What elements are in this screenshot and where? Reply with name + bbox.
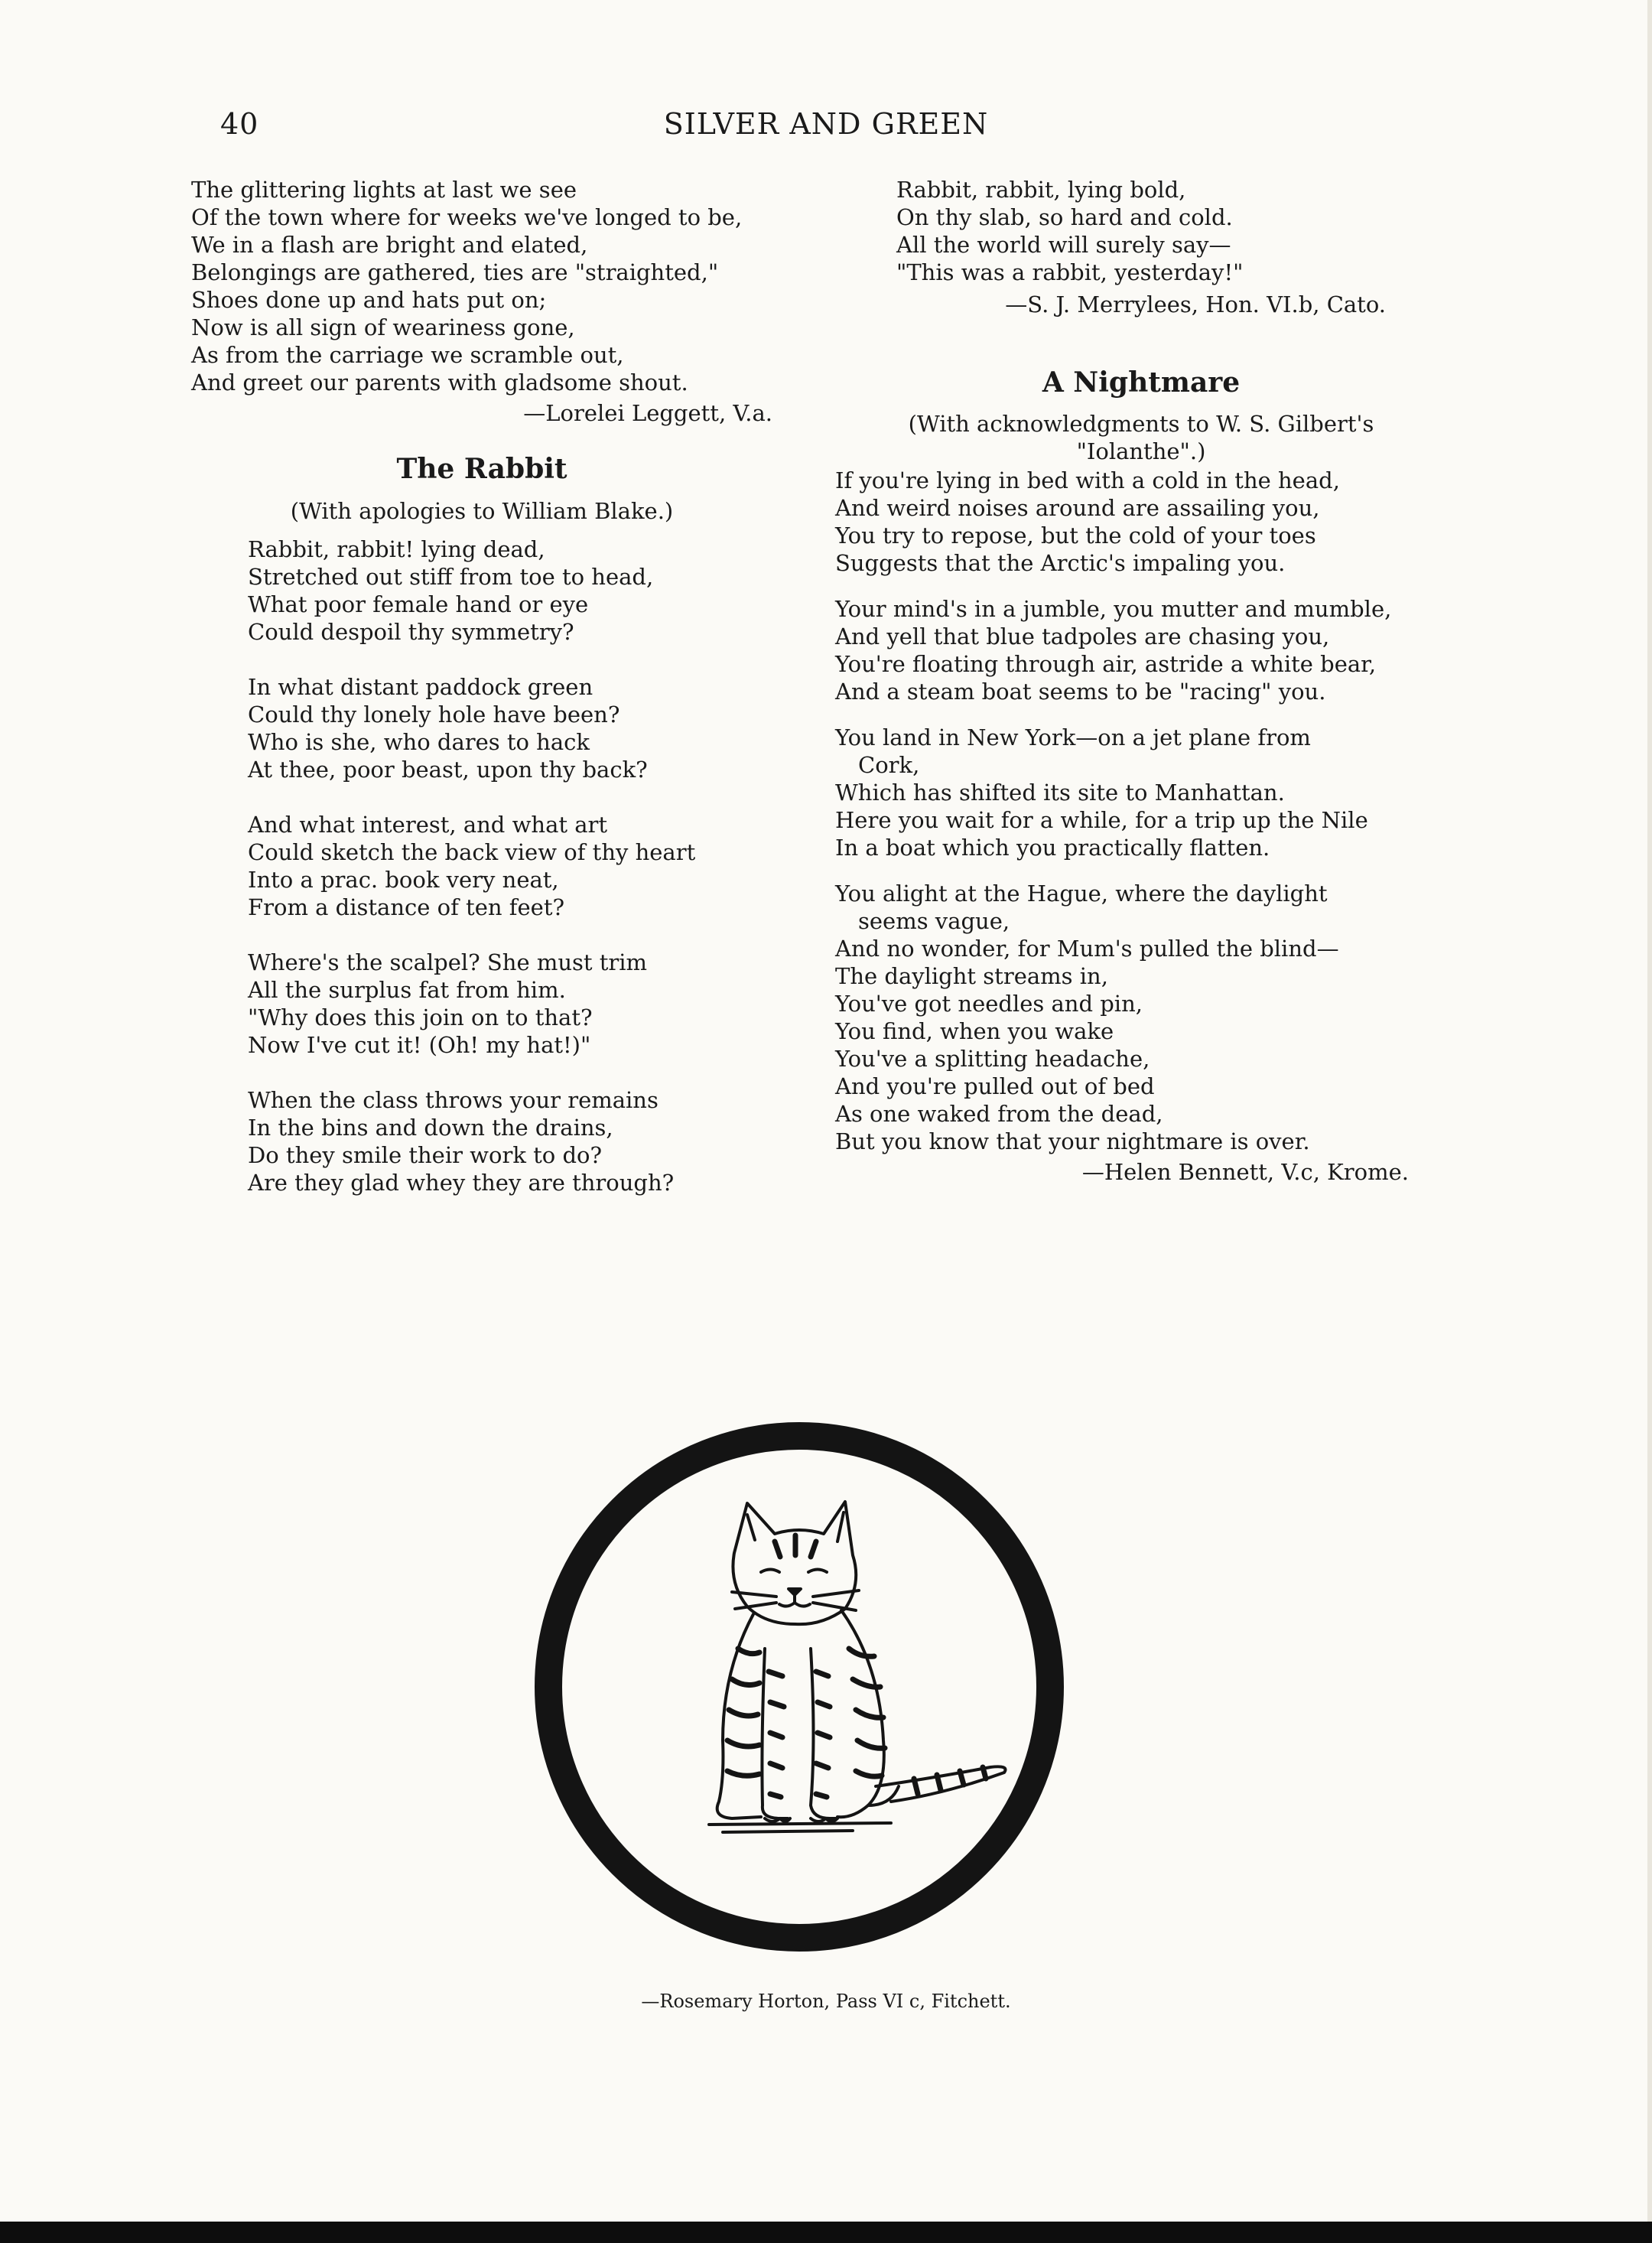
poem-line: You land in New York—on a jet plane from <box>835 724 1311 750</box>
subtitle-line: (With acknowledgments to W. S. Gilbert's <box>908 411 1374 437</box>
poem-line: Who is she, who dares to hack <box>248 729 590 755</box>
poem-line: "This was a rabbit, yesterday!" <box>896 259 1244 285</box>
poem-line: In a boat which you practically flatten. <box>835 835 1270 861</box>
poem-line: The daylight streams in, <box>835 963 1108 989</box>
stanza-gap <box>835 705 1462 724</box>
running-head: SILVER AND GREEN <box>663 107 989 141</box>
stanza-gap <box>248 1059 783 1086</box>
stanza-gap <box>835 577 1462 595</box>
poem-line: "Why does this join on to that? <box>248 1004 593 1030</box>
poem-line: You've got needles and pin, <box>835 991 1143 1017</box>
poem-line: Into a prac. book very neat, <box>248 867 559 893</box>
stanza-gap <box>248 921 783 949</box>
page-header <box>0 107 1652 153</box>
poem-line: Suggests that the Arctic's impaling you. <box>835 550 1286 576</box>
poem-line: Could sketch the back view of thy heart <box>248 839 696 865</box>
cat-icon <box>532 1419 1067 1955</box>
poem-signature: —S. J. Merrylees, Hon. VI.b, Cato. <box>1005 291 1386 317</box>
poem-line: If you're lying in bed with a cold in the head, <box>835 467 1340 493</box>
poem-line: And yell that blue tadpoles are chasing you, <box>835 623 1330 649</box>
poem-line: Cork, <box>858 752 920 778</box>
poem-line: We in a flash are bright and elated, <box>191 232 588 258</box>
poem-line: Where's the scalpel? She must trim <box>248 949 648 975</box>
poem-title: A Nightmare <box>1042 366 1241 399</box>
poem-line: Could thy lonely hole have been? <box>248 702 620 728</box>
poem-signature: —Helen Bennett, V.c, Krome. <box>1081 1159 1409 1185</box>
poem-line: Which has shifted its site to Manhattan. <box>835 780 1285 806</box>
poem-line: You alight at the Hague, where the daylight <box>835 881 1328 907</box>
poem-line: You're floating through air, astride a white bear, <box>835 651 1377 677</box>
poem-line: And no wonder, for Mum's pulled the blind— <box>835 936 1339 962</box>
poem-line: Now I've cut it! (Oh! my hat!)" <box>248 1032 591 1058</box>
poem-line: As from the carriage we scramble out, <box>191 342 624 368</box>
cat-illustration <box>532 1419 1067 1955</box>
poem-signature: —Lorelei Leggett, V.a. <box>523 400 772 426</box>
poem-line: Could despoil thy symmetry? <box>248 619 574 645</box>
page-edge <box>1647 0 1652 2222</box>
poem-line: And greet our parents with gladsome shout. <box>191 369 688 396</box>
poem-line: Now is all sign of weariness gone, <box>191 314 575 340</box>
poem-line: What poor female hand or eye <box>248 591 589 617</box>
illustration-credit: —Rosemary Horton, Pass VI c, Fitchett. <box>641 1991 1011 2012</box>
poem-line: You've a splitting headache, <box>835 1046 1150 1072</box>
subtitle-line: "Iolanthe".) <box>1076 438 1206 464</box>
poem-line: And a steam boat seems to be "racing" you. <box>835 679 1326 705</box>
stanza-gap <box>248 783 783 811</box>
scan-border <box>0 2222 1652 2243</box>
poem-line: You find, when you wake <box>835 1018 1114 1044</box>
poem-nightmare-body <box>835 467 1462 1186</box>
poem-line: And weird noises around are assailing you, <box>835 495 1320 521</box>
poem-line: At thee, poor beast, upon thy back? <box>248 757 648 783</box>
poem-line: Belongings are gathered, ties are "straighted," <box>191 259 719 285</box>
poem-line: And what interest, and what art <box>248 812 608 838</box>
stanza-gap <box>835 861 1462 880</box>
poem-line: In the bins and down the drains, <box>248 1115 613 1141</box>
poem-line: When the class throws your remains <box>248 1087 659 1113</box>
poem-line: Rabbit, rabbit, lying bold, <box>896 177 1186 203</box>
poem-line: As one waked from the dead, <box>835 1101 1163 1127</box>
poem-rabbit-body <box>248 536 783 1196</box>
poem-subtitle: (With apologies to William Blake.) <box>290 498 674 524</box>
poem-line: From a distance of ten feet? <box>248 894 565 920</box>
poem-line: Are they glad whey they are through? <box>248 1170 675 1196</box>
poem-line: Rabbit, rabbit! lying dead, <box>248 536 545 562</box>
poem-line: But you know that your nightmare is over. <box>835 1128 1310 1154</box>
poem-line: Your mind's in a jumble, you mutter and mumble, <box>835 596 1392 622</box>
poem-line: On thy slab, so hard and cold. <box>896 204 1233 230</box>
poem-line: Of the town where for weeks we've longed to be, <box>191 204 743 230</box>
poem-line: And you're pulled out of bed <box>835 1073 1155 1099</box>
poem-line: You try to repose, but the cold of your toes <box>835 522 1316 549</box>
poem-line: Do they smile their work to do? <box>248 1142 603 1168</box>
poem-line: Stretched out stiff from toe to head, <box>248 564 654 590</box>
poem-homecoming <box>191 176 772 427</box>
poem-line: All the world will surely say— <box>896 232 1231 258</box>
poem-line: In what distant paddock green <box>248 674 593 700</box>
poem-subtitle <box>835 410 1447 465</box>
poem-title: The Rabbit <box>396 453 567 485</box>
page-number: 40 <box>220 107 259 141</box>
poem-line: Shoes done up and hats put on; <box>191 287 547 313</box>
poem-line: Here you wait for a while, for a trip up the Nile <box>835 807 1368 833</box>
poem-rabbit-continued <box>896 176 1462 318</box>
poem-line: All the surplus fat from him. <box>248 977 566 1003</box>
stanza-gap <box>248 646 783 673</box>
poem-line: seems vague, <box>858 908 1010 934</box>
poem-line: The glittering lights at last we see <box>191 177 577 203</box>
